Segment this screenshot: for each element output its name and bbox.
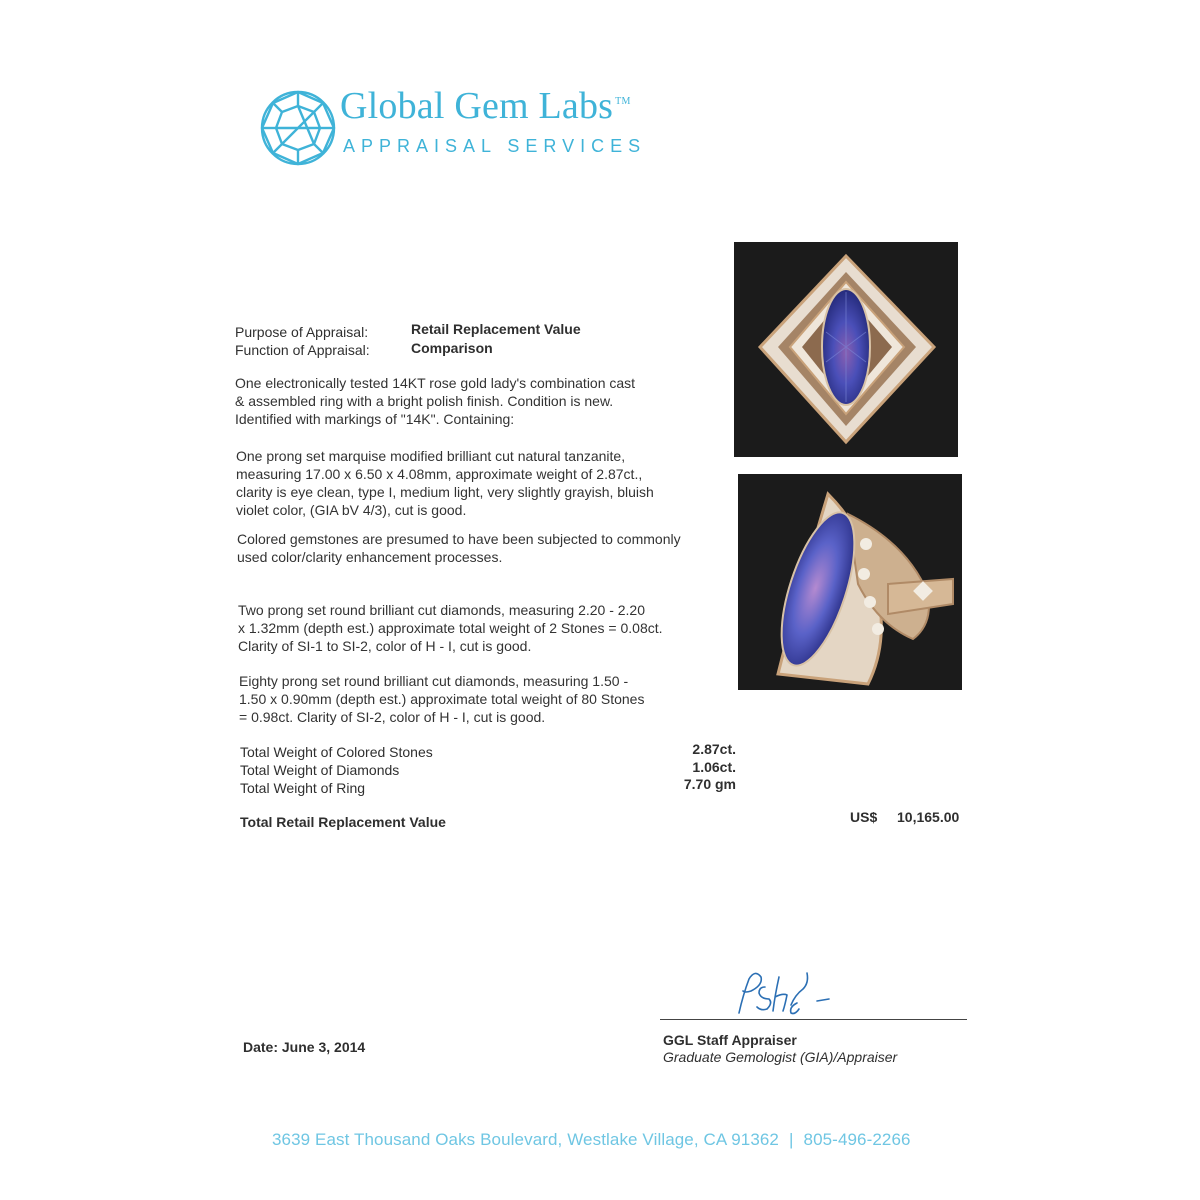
- side-diamonds-line: Two prong set round brilliant cut diamonds, measuring 2.20 - 2.20: [238, 602, 646, 618]
- total-ring-value: 7.70 gm: [683, 776, 736, 792]
- brand-name: [340, 84, 631, 128]
- total-diamonds-value: 1.06ct.: [692, 759, 736, 775]
- appraiser-credential: Graduate Gemologist (GIA)/Appraiser: [663, 1049, 898, 1065]
- function-label: Function of Appraisal:: [235, 342, 370, 358]
- footer-contact: [272, 1130, 911, 1150]
- total-retail-label: Total Retail Replacement Value: [240, 814, 446, 830]
- enhancement-line: used color/clarity enhancement processes.: [237, 549, 503, 565]
- footer-address: 3639 East Thousand Oaks Boulevard, Westlake Village, CA 91362: [272, 1130, 779, 1149]
- total-retail-value: 10,165.00: [897, 809, 960, 825]
- purpose-value: Retail Replacement Value: [411, 321, 581, 337]
- enhancement-line: Colored gemstones are presumed to have been subjected to commonly: [237, 531, 681, 547]
- appraiser-title: GGL Staff Appraiser: [663, 1032, 797, 1048]
- function-value: Comparison: [411, 340, 493, 356]
- ring-side-view-image: [738, 474, 962, 690]
- melee-diamonds-line: Eighty prong set round brilliant cut diamonds, measuring 1.50 -: [239, 673, 629, 689]
- total-ring-label: Total Weight of Ring: [240, 780, 366, 796]
- side-diamonds-line: Clarity of SI-1 to SI-2, color of H - I, cut is good.: [238, 638, 532, 654]
- center-stone-line: One prong set marquise modified brilliant cut natural tanzanite,: [236, 448, 626, 464]
- ring-top-view-image: [734, 242, 958, 457]
- ring-photo-top: [734, 242, 958, 457]
- total-colored-label: Total Weight of Colored Stones: [240, 744, 433, 760]
- signature-image: [725, 965, 845, 1025]
- melee-diamonds-description: [239, 672, 729, 726]
- signature-line: [660, 1019, 967, 1020]
- appraisal-date: Date: June 3, 2014: [243, 1039, 366, 1055]
- center-stone-line: measuring 17.00 x 6.50 x 4.08mm, approximate weight of 2.87ct.,: [236, 466, 643, 482]
- center-stone-description: [236, 447, 726, 519]
- center-stone-line: clarity is eye clean, type I, medium light, very slightly grayish, bluish: [236, 484, 654, 500]
- ring-photo-side: [738, 474, 962, 690]
- brand-subtitle: APPRAISAL SERVICES: [343, 136, 647, 156]
- footer-phone: 805-496-2266: [803, 1130, 911, 1149]
- currency-label: US$: [850, 809, 878, 825]
- total-diamonds-label: Total Weight of Diamonds: [240, 762, 400, 778]
- footer-separator: |: [788, 1130, 794, 1149]
- trademark-mark: TM: [615, 96, 631, 108]
- item-line: Identified with markings of "14K". Containing:: [235, 411, 515, 427]
- item-line: One electronically tested 14KT rose gold lady's combination cast: [235, 375, 636, 391]
- purpose-label: Purpose of Appraisal:: [235, 324, 369, 340]
- side-diamonds-line: x 1.32mm (depth est.) approximate total weight of 2 Stones = 0.08ct.: [238, 620, 663, 636]
- melee-diamonds-line: = 0.98ct. Clarity of SI-2, color of H - I, cut is good.: [239, 709, 546, 725]
- center-stone-line: violet color, (GIA bV 4/3), cut is good.: [236, 502, 467, 518]
- total-colored-value: 2.87ct.: [692, 741, 736, 757]
- item-line: & assembled ring with a bright polish finish. Condition is new.: [235, 393, 614, 409]
- gem-logo-icon: [258, 88, 338, 168]
- item-description: [235, 374, 725, 428]
- side-diamonds-description: [238, 601, 728, 655]
- melee-diamonds-line: 1.50 x 0.90mm (depth est.) approximate total weight of 80 Stones: [239, 691, 645, 707]
- brand-name-text: Global Gem Labs: [340, 85, 614, 127]
- enhancement-notice: [237, 530, 727, 566]
